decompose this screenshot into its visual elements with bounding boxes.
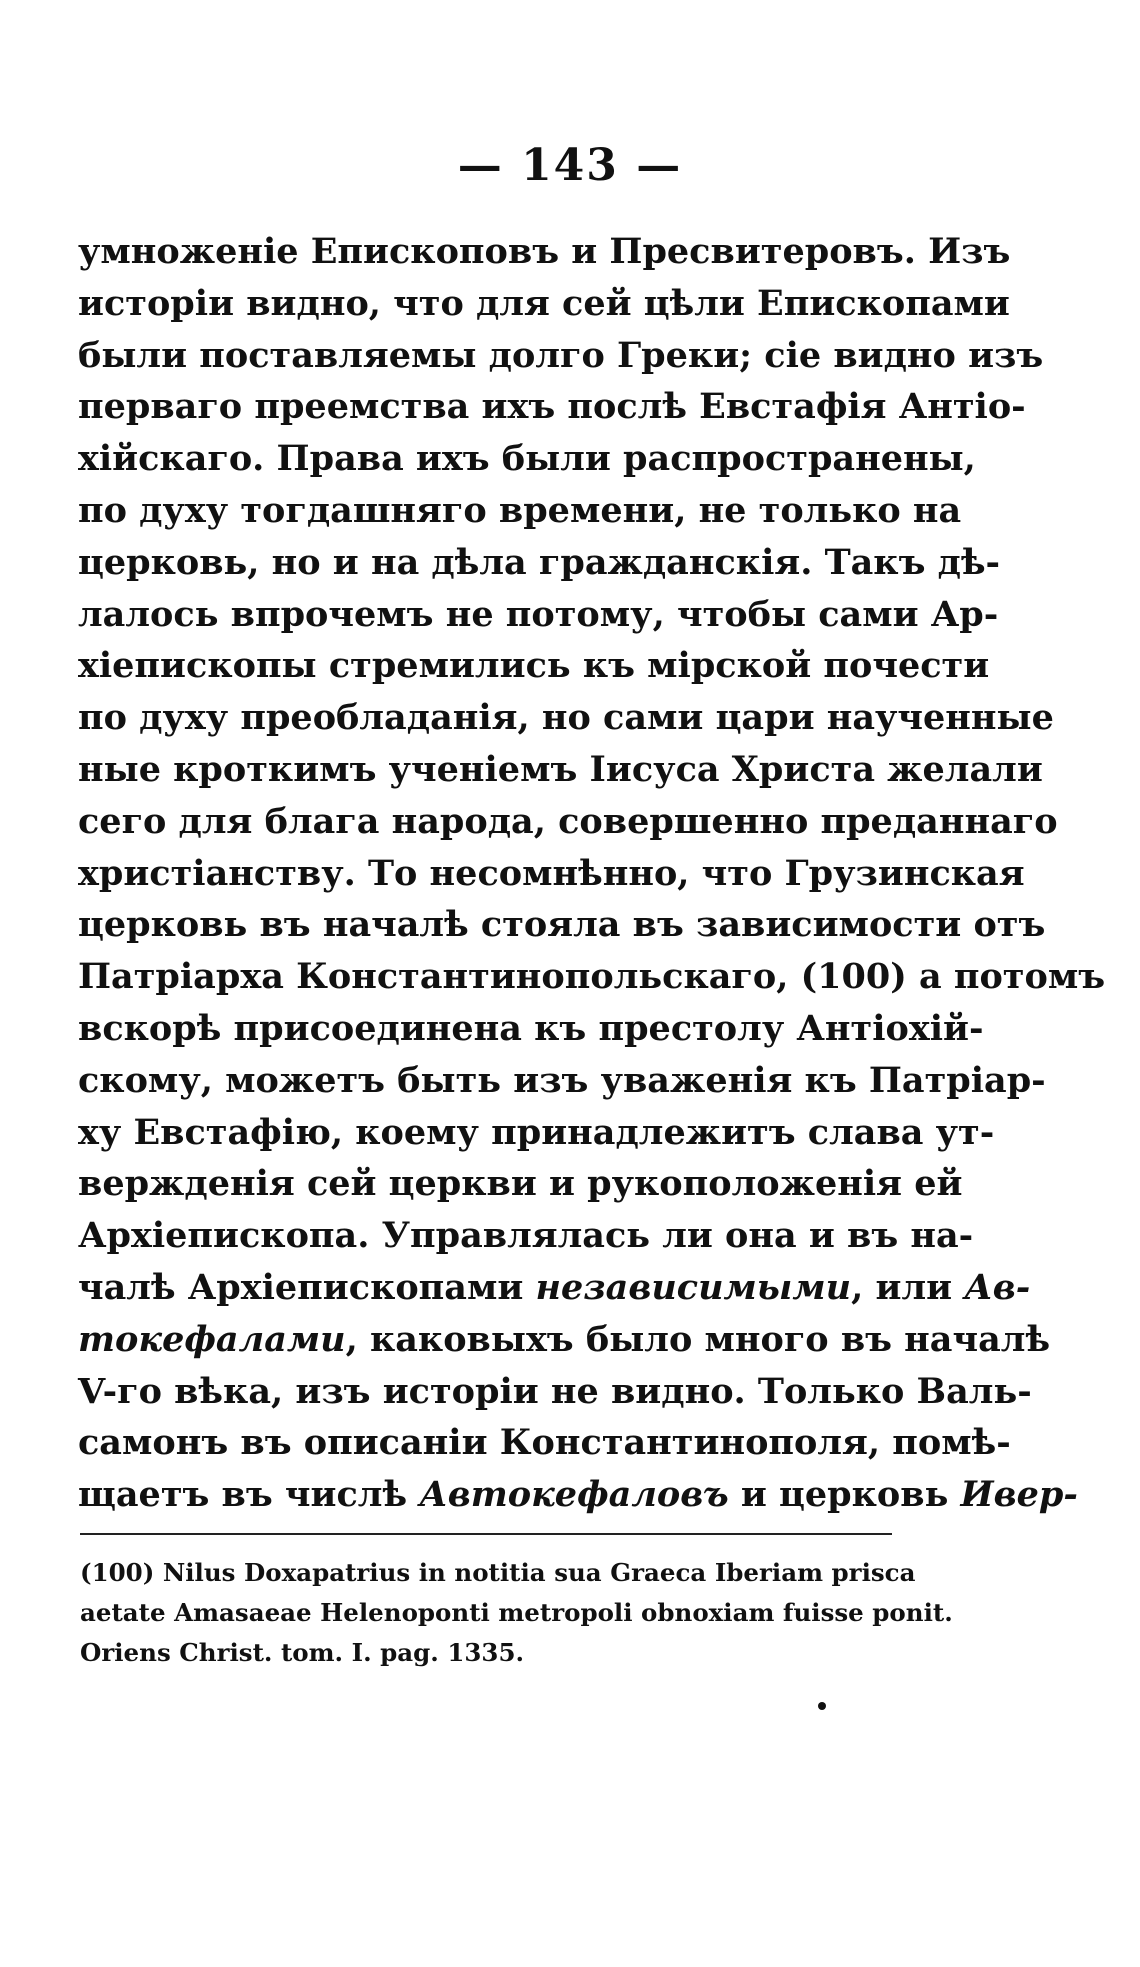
text-line: самонъ въ описаніи Константинополя, помѣ- (78, 1422, 1011, 1464)
text-line: сего для блага народа, совершенно преданнаго (78, 800, 1058, 842)
text-line (78, 1262, 1031, 1314)
italic-run: токефалами (78, 1318, 346, 1360)
ink-speck (818, 1702, 826, 1710)
text-line: скому, можетъ быть изъ уваженія къ Патріар- (78, 1059, 1046, 1101)
text-line: ху Евстафію, коему принадлежитъ слава ут- (78, 1111, 995, 1153)
text-line: Архіепископа. Управлялась ли она и въ на- (78, 1215, 974, 1257)
footnote-line: aetate Amasaeae Helenoponti metropoli obnoxiam fuisse ponit. (80, 1598, 953, 1627)
text-line (78, 1314, 1051, 1366)
text-line: церковь въ началѣ стояла въ зависимости отъ (78, 904, 1046, 946)
text-line: по духу преобладанія, но сами цари наученные (78, 697, 1054, 739)
page-number: — 143 — (457, 140, 683, 191)
text-run: чалѣ Архіепископами (78, 1266, 536, 1308)
body-text (78, 226, 1106, 1521)
text-line: умноженіе Епископовъ и Пресвитеровъ. Изъ (78, 231, 1011, 272)
footnote-line: Oriens Christ. tom. I. pag. 1335. (80, 1638, 525, 1667)
text-line: по духу тогдашняго времени, не только на (78, 489, 962, 531)
italic-run: Автокефаловъ (419, 1474, 729, 1516)
text-run: , каковыхъ было много въ началѣ (345, 1318, 1051, 1360)
footnote-line: (100) Nilus Doxapatrius in notitia sua Graeca Iberiam prisca (80, 1558, 916, 1587)
text-line: хіепископы стремились къ мірской почести (78, 645, 990, 687)
text-line: были поставляемы долго Греки; сіе видно изъ (78, 334, 1044, 376)
text-run: и церковь (728, 1474, 961, 1516)
text-line: церковь, но и на дѣла гражданскія. Такъ дѣ- (78, 541, 1001, 583)
text-line: лалось впрочемъ не потому, чтобы сами Ар- (78, 593, 999, 635)
text-run: , или (851, 1266, 965, 1308)
text-line: V-го вѣка, изъ исторіи не видно. Только Валь- (78, 1370, 1032, 1412)
text-line: вскорѣ присоединена къ престолу Антіохій- (78, 1007, 984, 1049)
text-line: вержденія сей церкви и рукоположенія ей (78, 1163, 963, 1205)
text-line: исторіи видно, что для сей цѣли Епископами (78, 282, 1010, 324)
footnote-divider (80, 1533, 892, 1535)
italic-run: независимыми (535, 1266, 852, 1308)
text-line: хійскаго. Права ихъ были распространены, (78, 438, 976, 480)
italic-run: Ав- (964, 1266, 1031, 1308)
text-line: христіанству. То несомнѣнно, что Грузинская (78, 852, 1025, 894)
text-run: щаетъ въ числѣ (78, 1474, 420, 1516)
text-line: ные кроткимъ ученіемъ Іисуса Христа желали (78, 748, 1043, 790)
text-line: Патріарха Константинопольскаго, (100) а потомъ (78, 956, 1106, 998)
italic-run: Ивер- (960, 1474, 1078, 1516)
text-line: перваго преемства ихъ послѣ Евстафія Антіо- (78, 386, 1026, 428)
footnote (80, 1553, 953, 1673)
text-line (78, 1469, 1078, 1521)
